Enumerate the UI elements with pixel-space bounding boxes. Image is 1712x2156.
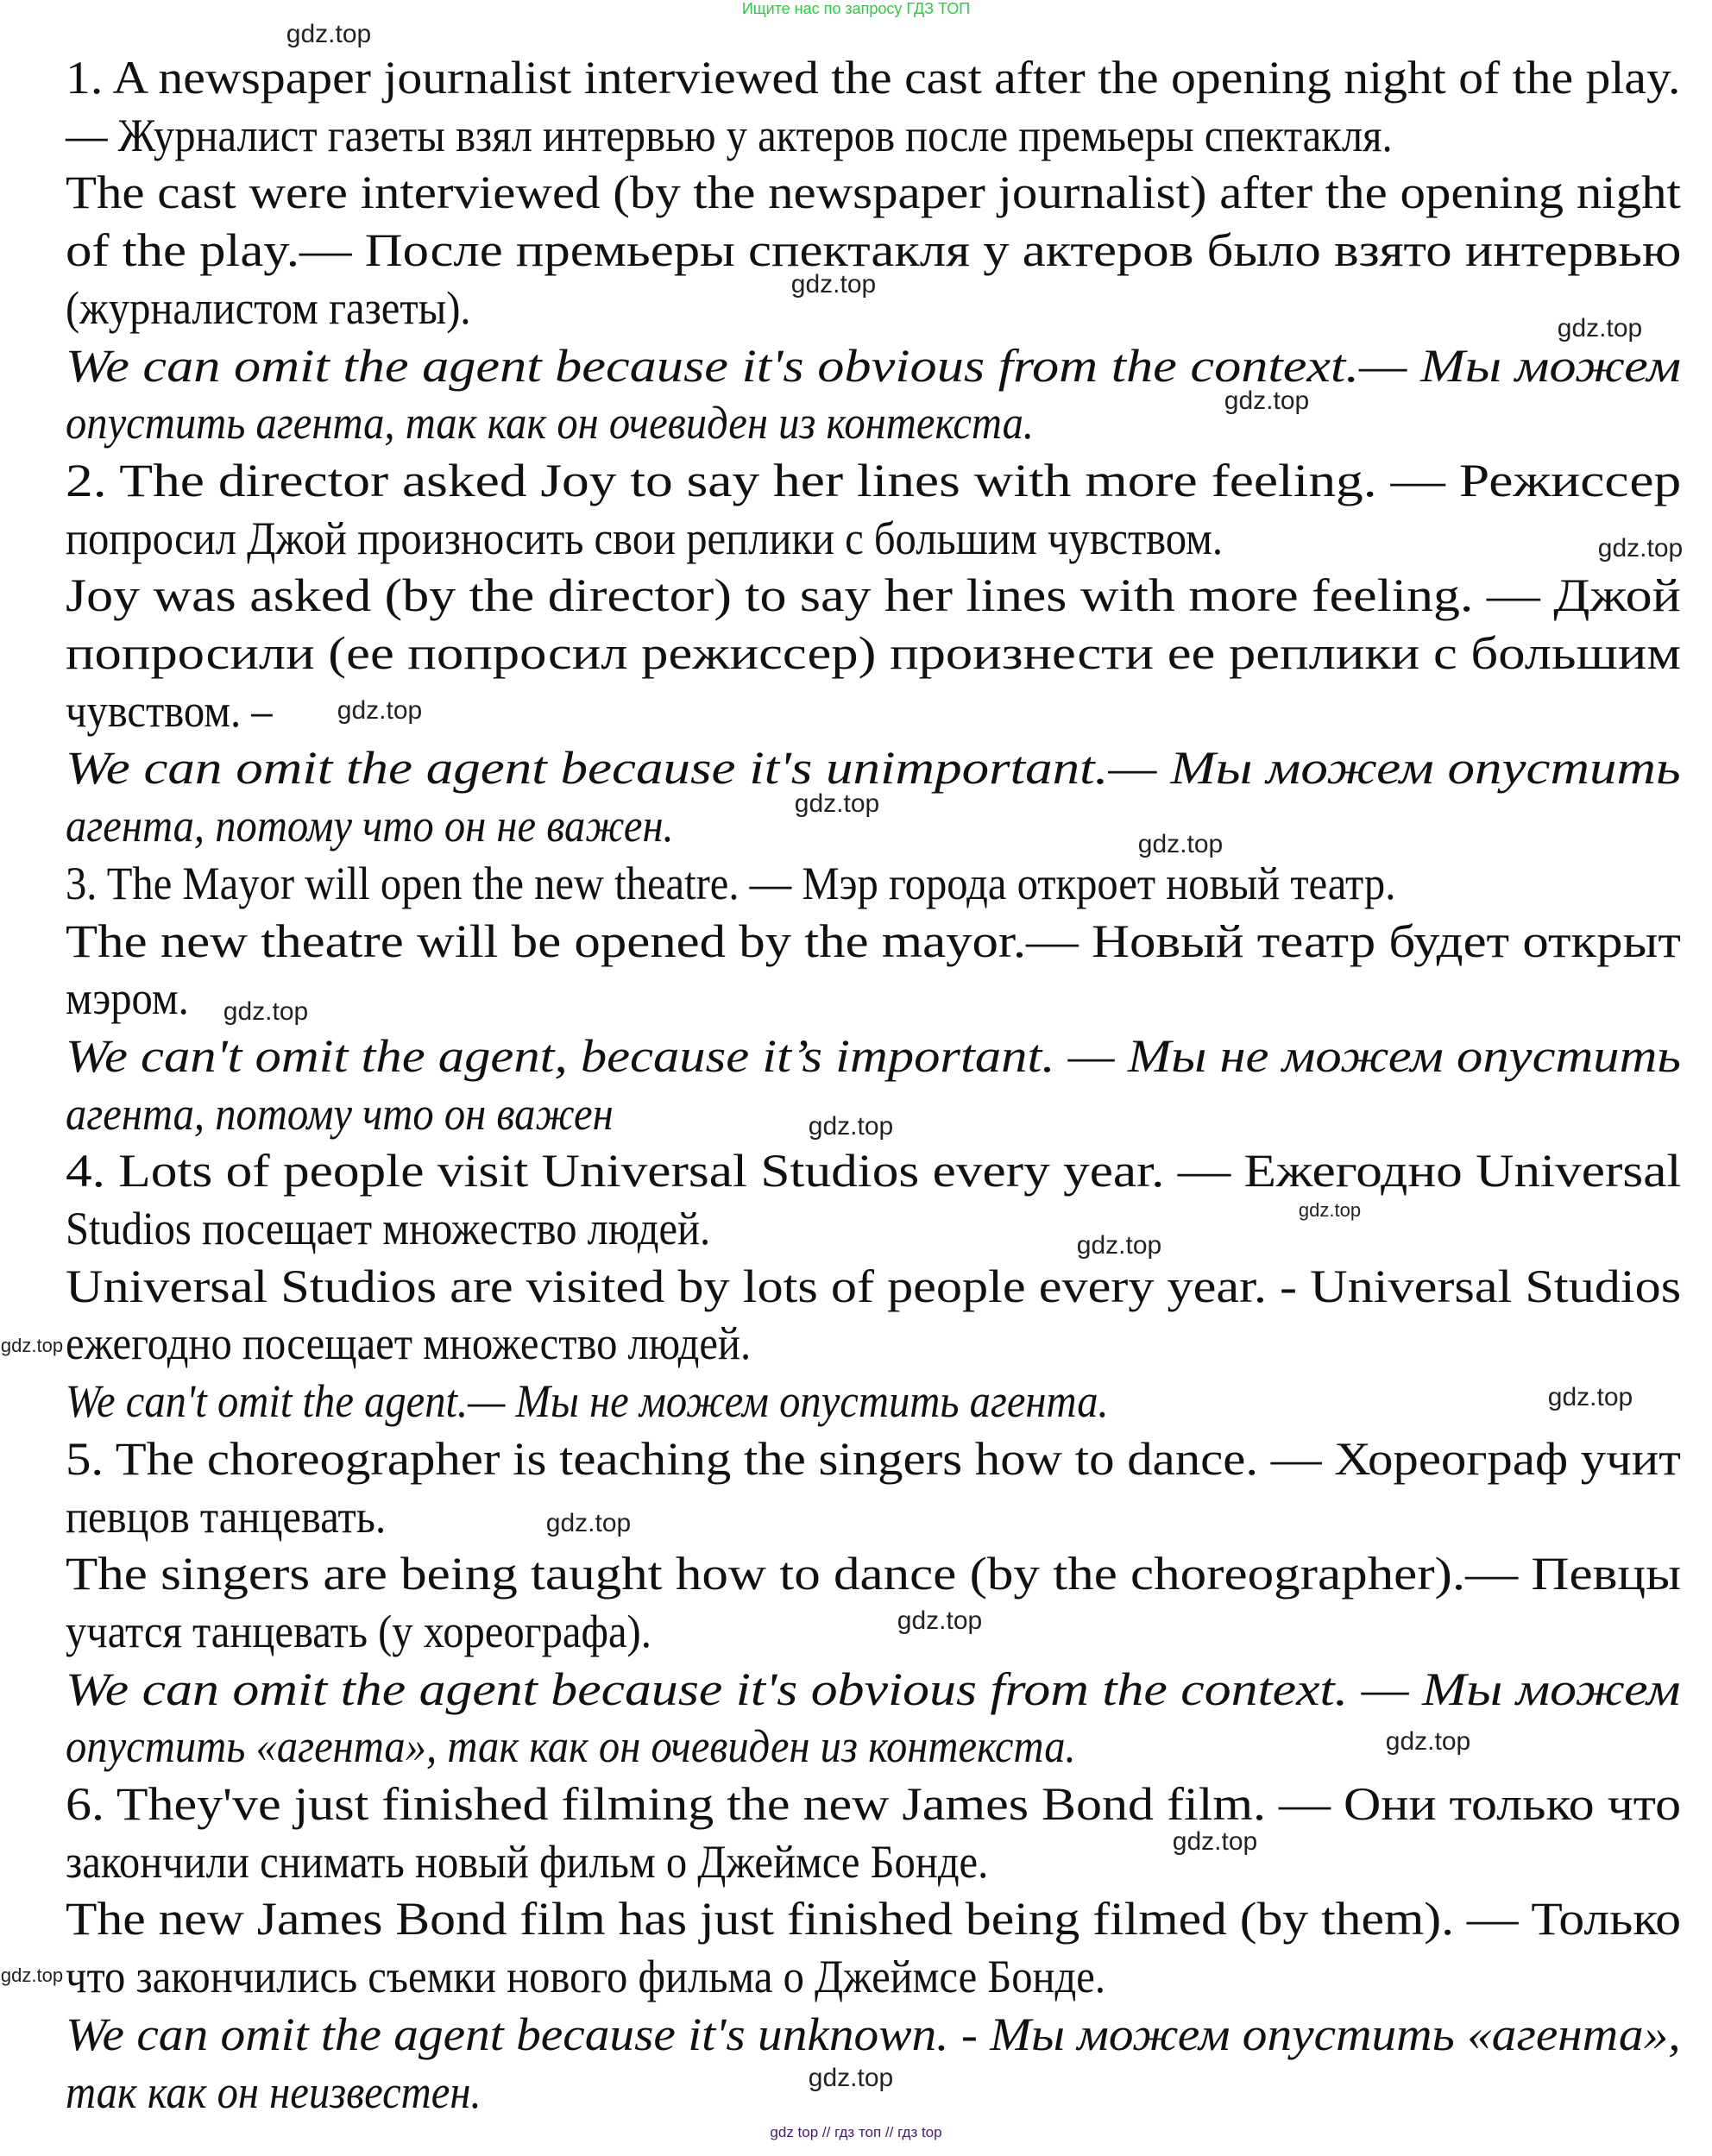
watermark: gdz.top (337, 696, 423, 725)
sentence-line: 4. Lots of people visit Universal Studios every year. — Ежегодно Universal (66, 1145, 1682, 1197)
sentence-line: ежегодно посещает множество людей. (66, 1317, 752, 1370)
sentence-line: чувством. – (66, 684, 273, 737)
sentence-line: попросил Джой произносить свои реплики с большим чувством. (66, 512, 1224, 564)
explanation-line: We can omit the agent because it's obvious from the context. — Мы можем (66, 1663, 1681, 1715)
watermark: gdz.top (1137, 830, 1224, 858)
sentence-line: Universal Studios are visited by lots of people every year. - Universal Studios (66, 1260, 1682, 1312)
explanation-line: опустить «агента», так как он очевиден из контекста. (66, 1720, 1076, 1773)
watermark: gdz.top (790, 270, 877, 299)
watermark: gdz.top (1076, 1231, 1162, 1260)
sentence-line: The new theatre will be opened by the mayor.— Новый театр будет открыт (66, 915, 1681, 967)
watermark: gdz.top (808, 1112, 894, 1141)
explanation-line: опустить агента, так как он очевиден из контекста. (66, 397, 1035, 449)
explanation-line: We can omit the agent because it's unimportant.— Мы можем опустить (66, 742, 1681, 795)
watermark: gdz.top (545, 1509, 632, 1537)
sentence-line: что закончились съемки нового фильма о Джеймсе Бонде. (66, 1951, 1105, 2003)
sentence-line: попросили (ее попросил режиссер) произнести ее реплики с большим (66, 627, 1681, 679)
watermark: gdz.top (1224, 387, 1310, 415)
sentence-line: 2. The director asked Joy to say her lines with more feeling. — Режиссер (66, 454, 1682, 506)
explanation-line: агента, потому что он важен (66, 1087, 614, 1140)
sentence-line: 6. They've just finished filming the new James Bond film. — Они только что (66, 1778, 1682, 1830)
sentence-line: The cast were interviewed (by the newspaper journalist) after the opening night (66, 167, 1681, 219)
sentence-line: (журналистом газеты). (66, 281, 471, 334)
explanation-line: We can omit the agent because it's unknown. - Мы можем опустить «агента», (66, 2008, 1681, 2060)
watermark: gdz.top (0, 1964, 64, 1986)
explanation-line: так как он неизвестен. (66, 2065, 482, 2118)
sentence-line: Joy was asked (by the director) to say her lines with more feeling. — Джой (66, 569, 1681, 622)
explanation-line: агента, потому что он не важен. (66, 800, 674, 852)
sentence-line: of the play.— После премьеры спектакля у актеров было взято интервью (66, 224, 1682, 277)
sentence-line: 1. A newspaper journalist interviewed the cast after the opening night of the play. (66, 52, 1681, 104)
sentence-line: — Журналист газеты взял интервью у актеров после премьеры спектакля. (66, 109, 1393, 161)
watermark: gdz.top (0, 1335, 64, 1356)
search-banner: Ищите нас по запросу ГДЗ ТОП (741, 0, 971, 17)
explanation-line: We can omit the agent because it's obvious from the context.— Мы можем (66, 339, 1682, 392)
sentence-line: 5. The choreographer is teaching the singers how to dance. — Хореограф учит (66, 1432, 1681, 1485)
sentence-line: учатся танцевать (у хореографа). (66, 1605, 651, 1657)
watermark: gdz.top (223, 997, 309, 1026)
explanation-line: We can't omit the agent, because it’s important. — Мы не можем опустить (66, 1029, 1681, 1082)
sentence-line: 3. The Mayor will open the new theatre. — Мэр города откроет новый театр. (66, 857, 1396, 909)
watermark: gdz.top (897, 1606, 983, 1635)
footer-links: gdz top // гдз топ // гдз top (770, 2124, 942, 2140)
watermark: gdz.top (1597, 534, 1684, 563)
sentence-line: Studios посещает множество людей. (66, 1203, 711, 1254)
sentence-line: певцов танцевать. (66, 1490, 387, 1543)
watermark: gdz.top (808, 2064, 894, 2092)
watermark: gdz.top (1172, 1827, 1258, 1856)
sentence-line: The singers are being taught how to dance (by the choreographer).— Певцы (66, 1548, 1682, 1600)
watermark: gdz.top (1385, 1727, 1471, 1756)
watermark: gdz.top (286, 20, 372, 48)
sentence-line: закончили снимать новый фильм о Джеймсе Бонде. (66, 1835, 989, 1888)
watermark: gdz.top (1557, 314, 1643, 343)
watermark: gdz.top (794, 789, 880, 818)
explanation-line: We can't omit the agent.— Мы не можем опустить агента. (66, 1375, 1109, 1428)
watermark: gdz.top (1547, 1383, 1633, 1411)
sentence-line: мэром. (66, 972, 189, 1025)
watermark: gdz.top (1298, 1199, 1362, 1221)
sentence-line: The new James Bond film has just finished being filmed (by them). — Только (66, 1893, 1682, 1945)
